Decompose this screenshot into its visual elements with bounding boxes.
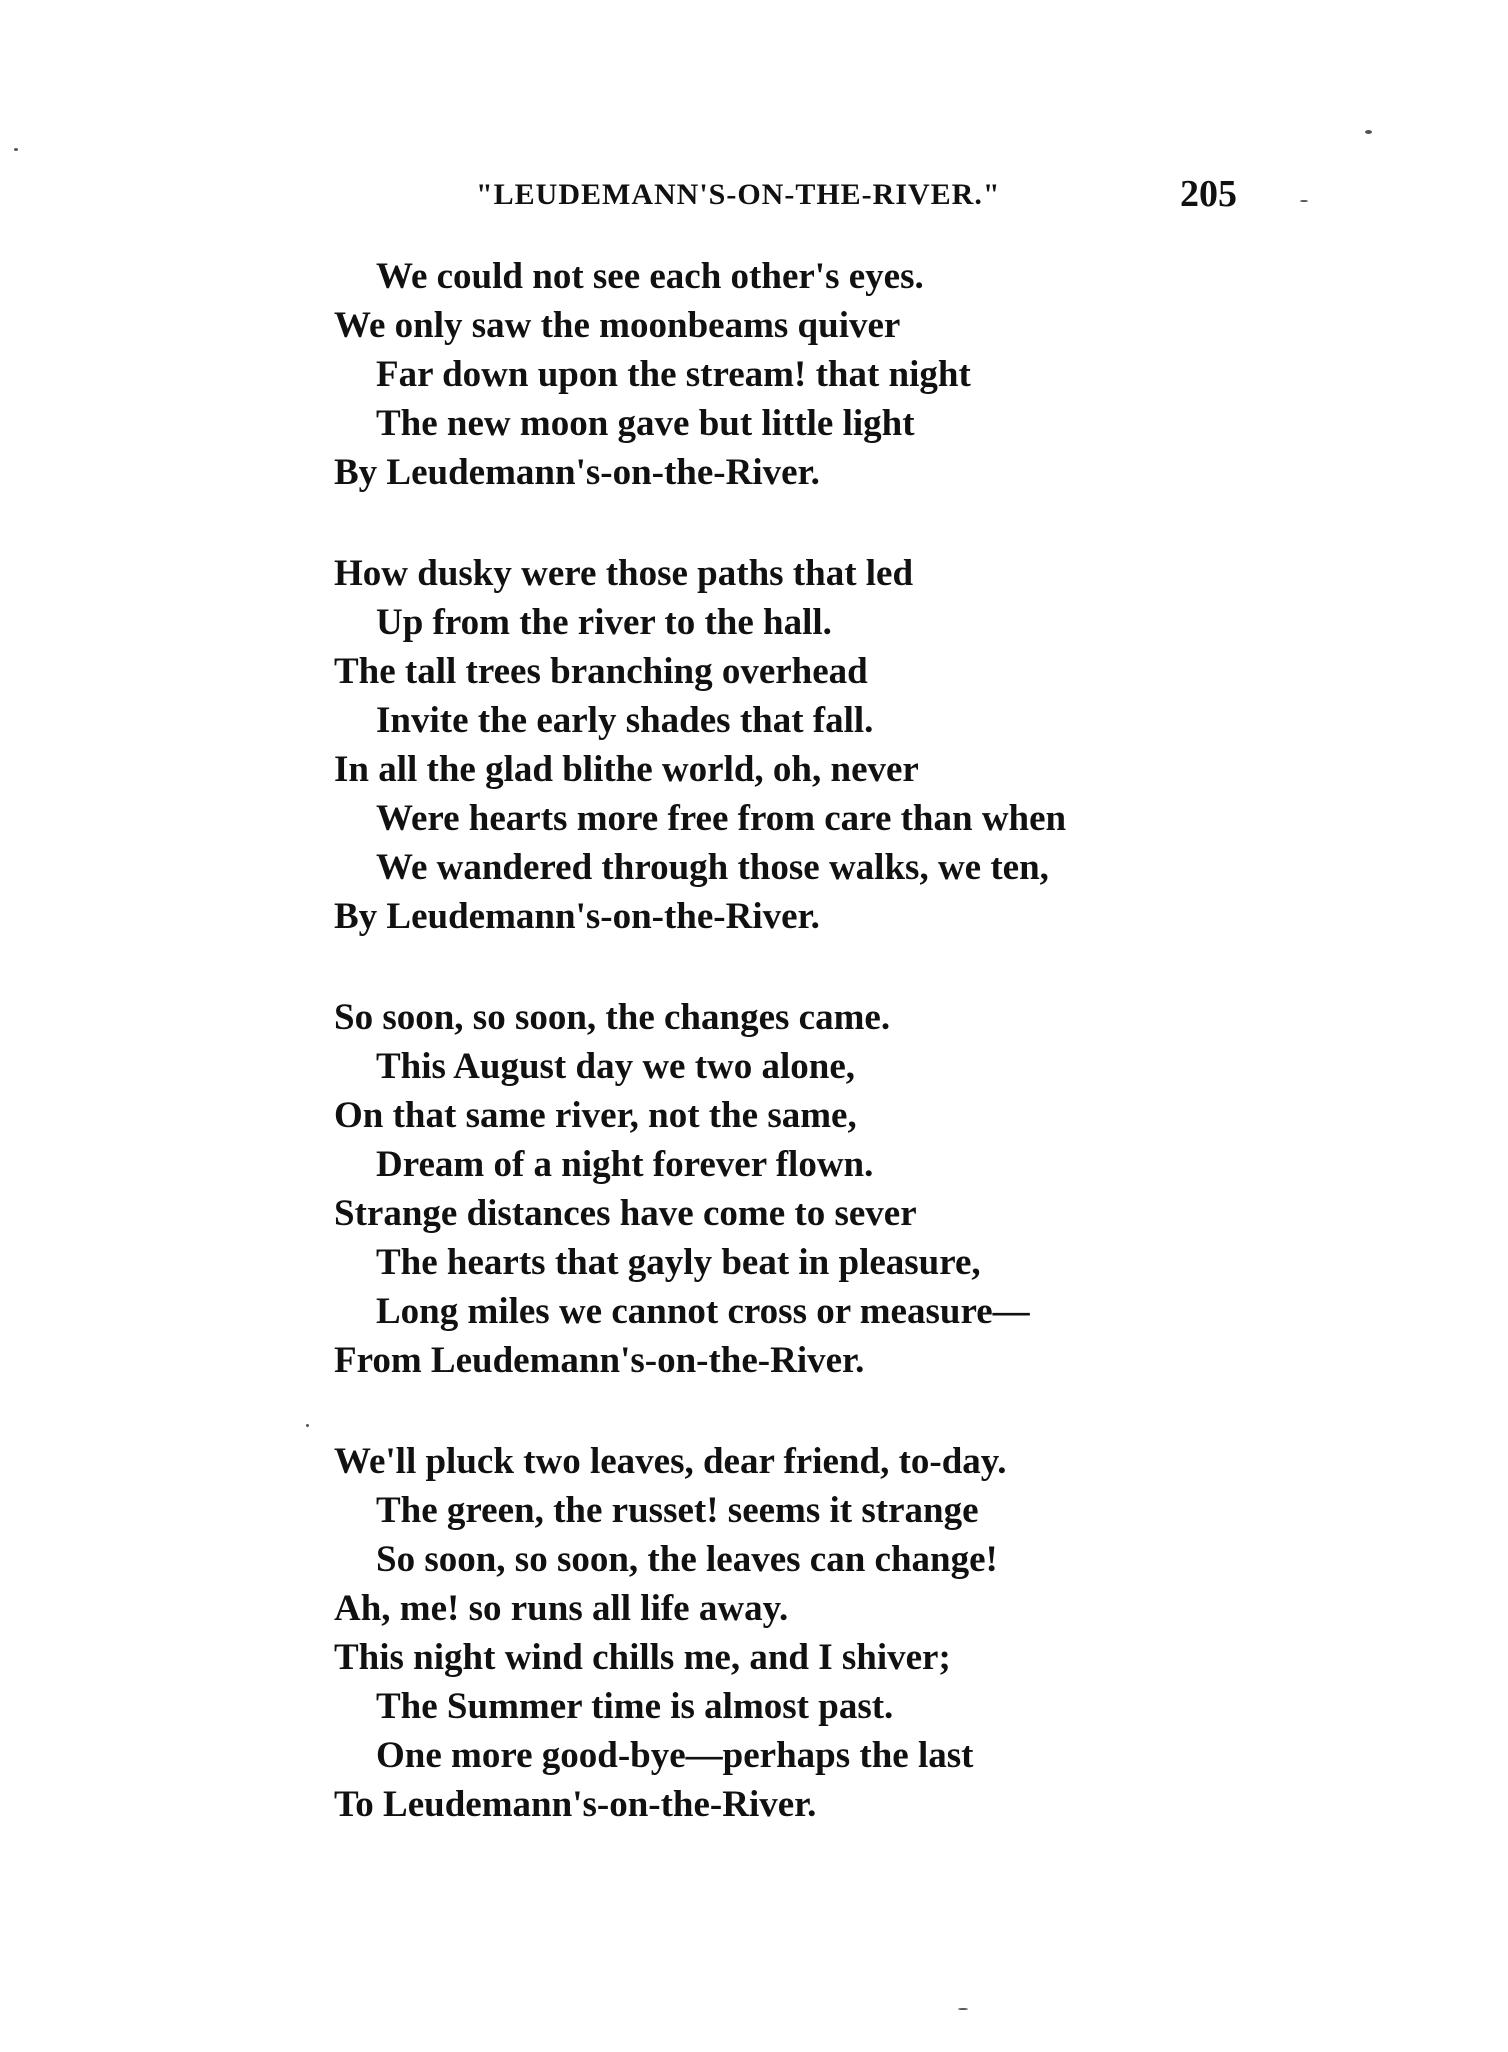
poem-line: So soon, so soon, the leaves can change!	[376, 1539, 998, 1580]
stanza-4	[334, 1437, 1454, 1829]
running-title: "LEUDEMANN'S-ON-THE-RIVER."	[476, 178, 1001, 211]
poem-line: How dusky were those paths that led	[334, 553, 914, 594]
stanza-3	[334, 993, 1454, 1385]
poem-line: By Leudemann's-on-the-River.	[334, 452, 820, 493]
page-number: 205	[1180, 173, 1237, 215]
poem-line: We wandered through those walks, we ten,	[376, 847, 1049, 888]
poem-line: In all the glad blithe world, oh, never	[334, 749, 919, 790]
scan-speck	[14, 148, 18, 151]
stanza-2	[334, 549, 1454, 941]
poem-line: So soon, so soon, the changes came.	[334, 997, 891, 1038]
poem-line: We'll pluck two leaves, dear friend, to-day.	[334, 1441, 1007, 1482]
poem-line: On that same river, not the same,	[334, 1095, 857, 1136]
poem-line: Invite the early shades that fall.	[376, 700, 874, 741]
scan-speck	[306, 1424, 309, 1427]
poem-line: Far down upon the stream! that night	[376, 354, 971, 395]
scan-speck	[1365, 130, 1372, 134]
poem-line: Dream of a night forever flown.	[376, 1144, 874, 1185]
poem-line: This August day we two alone,	[376, 1046, 856, 1087]
stanza-1	[334, 252, 1454, 497]
poem-line: Strange distances have come to sever	[334, 1193, 917, 1234]
poem-line: From Leudemann's-on-the-River.	[334, 1340, 865, 1381]
poem-line: Up from the river to the hall.	[376, 602, 832, 643]
poem-line: One more good-bye—perhaps the last	[376, 1735, 974, 1776]
poem-line: The Summer time is almost past.	[376, 1686, 894, 1727]
poem	[334, 252, 1454, 1881]
poem-line: The hearts that gayly beat in pleasure,	[376, 1242, 981, 1283]
poem-line: To Leudemann's-on-the-River.	[334, 1784, 817, 1825]
poem-line: We could not see each other's eyes.	[376, 256, 924, 297]
poem-line: By Leudemann's-on-the-River.	[334, 896, 820, 937]
poem-line: The tall trees branching overhead	[334, 651, 868, 692]
scan-speck	[1300, 200, 1308, 202]
poem-line: The new moon gave but little light	[376, 403, 915, 444]
poem-line: This night wind chills me, and I shiver;	[334, 1637, 951, 1678]
poem-line: The green, the russet! seems it strange	[376, 1490, 979, 1531]
poem-line: We only saw the moonbeams quiver	[334, 305, 901, 346]
poem-line: Were hearts more free from care than when	[376, 798, 1067, 839]
poem-line: Ah, me! so runs all life away.	[334, 1588, 789, 1629]
poem-line: Long miles we cannot cross or measure—	[376, 1291, 1030, 1332]
scan-speck	[958, 2008, 968, 2010]
